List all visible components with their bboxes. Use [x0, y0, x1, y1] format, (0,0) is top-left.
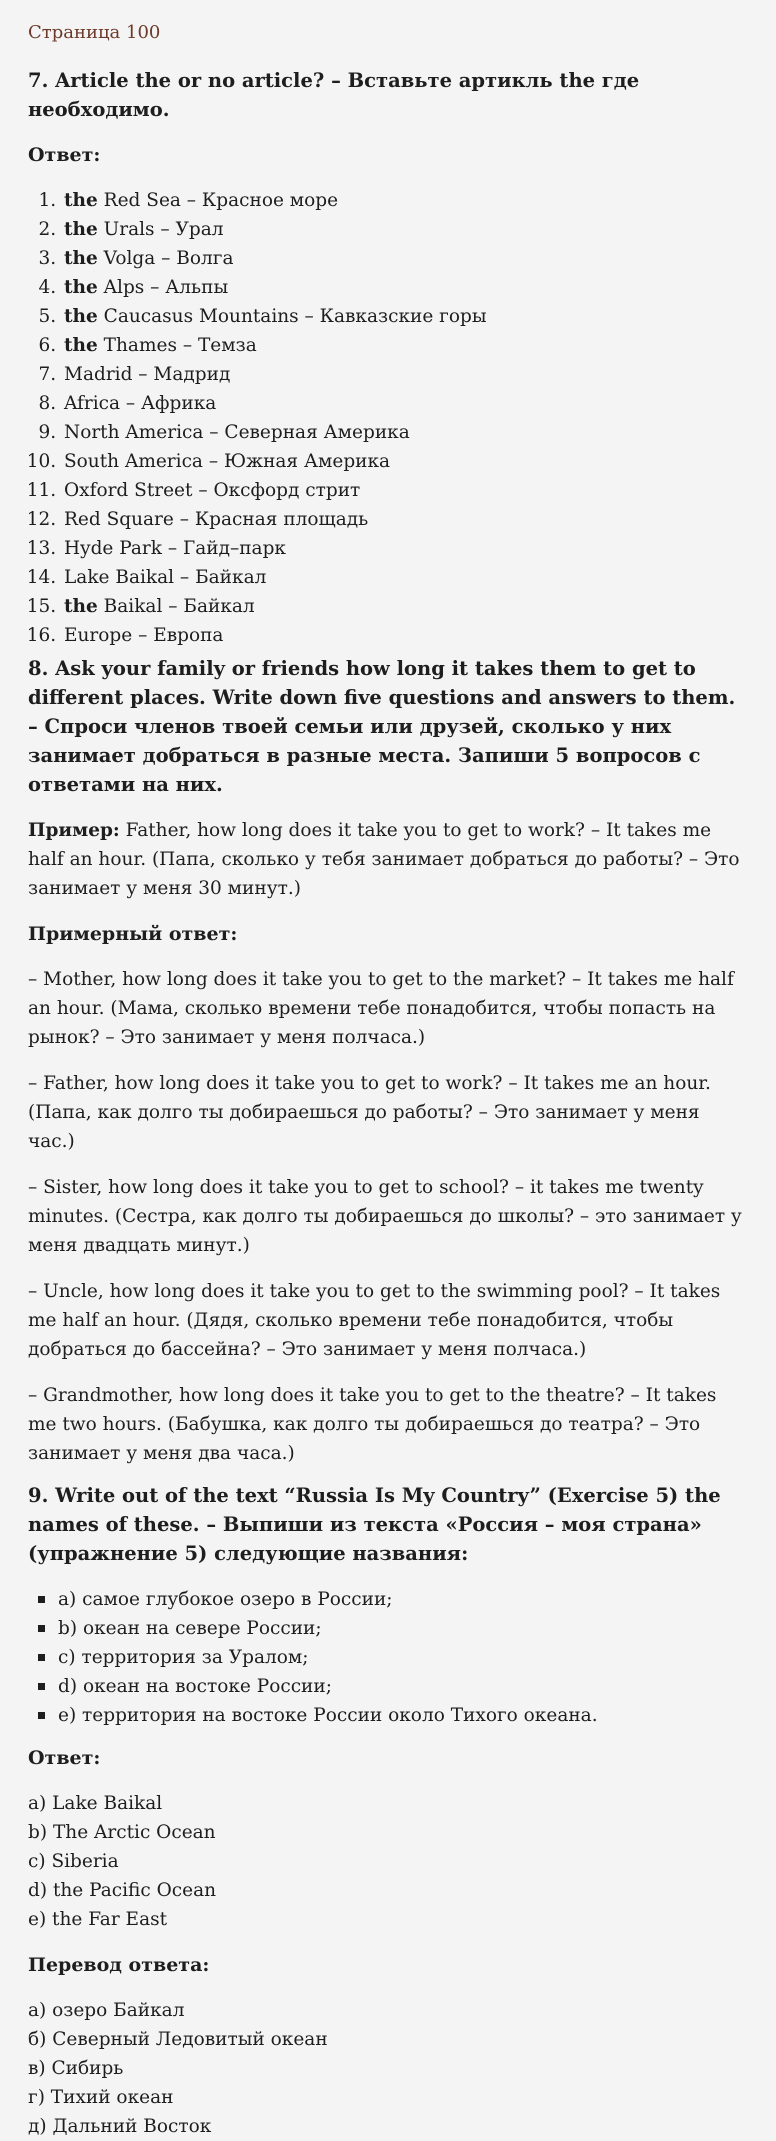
task-7-heading: 7. Article the or no article? – Вставьте артикль the где необходимо. [28, 69, 640, 121]
answer-text: Red Square – Красная площадь [64, 509, 369, 530]
task-7-answer-label: Ответ: [28, 144, 101, 166]
answer-list-item [62, 331, 748, 360]
answer-line: e) the Far East [28, 1909, 168, 1930]
answer-text: Baikal – Байкал [103, 596, 255, 617]
answer-list-item [62, 418, 748, 447]
square-bullet-icon [38, 1712, 45, 1719]
square-bullet-icon [38, 1654, 45, 1661]
task-text: e) территория на востоке России около Тихого океана. [58, 1705, 598, 1726]
task-9-answer-label: Ответ: [28, 1747, 101, 1769]
answer-list-item [62, 186, 748, 215]
answer-text: North America – Северная Америка [64, 422, 410, 443]
task-list-item [58, 1672, 748, 1701]
answer-text: Lake Baikal – Байкал [64, 567, 267, 588]
task-list-item [58, 1614, 748, 1643]
answer-text: Oxford Street – Оксфорд стрит [64, 480, 361, 501]
translation-line: б) Северный Ледовитый океан [28, 2029, 328, 2050]
article-word: the [64, 596, 98, 617]
translation-line: а) озеро Байкал [28, 2000, 185, 2021]
answer-list-item [62, 389, 748, 418]
answer-list-item [62, 534, 748, 563]
answer-text: South America – Южная Америка [64, 451, 391, 472]
answer-list-item [62, 273, 748, 302]
article-word: the [64, 190, 98, 211]
task-9-translation-lines [28, 1996, 748, 2141]
translation-line: д) Дальний Восток [28, 2116, 212, 2137]
answer-text: Alps – Альпы [103, 277, 229, 298]
answer-list-item [62, 244, 748, 273]
task-8-answer: – Sister, how long does it take you to get to school? – it takes me twenty minutes. (Сестра, как долго ты добираешься до школы? – это занимает у меня двадцать минут.) [28, 1177, 742, 1256]
square-bullet-icon [38, 1596, 45, 1603]
task-8-example-text: Father, how long does it take you to get to work? – It takes me half an hour. (Папа, сколько у тебя занимает добраться до работы? – Это занимает у меня 30 минут.) [28, 820, 740, 899]
translation-line: в) Сибирь [28, 2058, 124, 2079]
task-text: a) самое глубокое озеро в России; [58, 1589, 393, 1610]
translation-line: г) Тихий океан [28, 2087, 174, 2108]
task-8-answer: – Uncle, how long does it take you to get to the swimming pool? – It takes me half an hour. (Дядя, сколько времени тебе понадобится, чтобы добраться до бассейна? – Это занимает у меня полчаса.) [28, 1281, 721, 1360]
answer-line: c) Siberia [28, 1851, 119, 1872]
answer-list-item [62, 621, 748, 650]
article-word: the [64, 277, 98, 298]
answer-text: Caucasus Mountains – Кавказские горы [103, 306, 487, 327]
task-7-answer-list [28, 186, 748, 650]
task-8-answer: – Grandmother, how long does it take you to get to the theatre? – It takes me two hours. (Бабушка, как долго ты добираешься до театра? – Это занимает у меня два часа.) [28, 1385, 717, 1464]
task-8-heading: 8. Ask your family or friends how long it takes them to get to different places. Write down five questions and answers to them. – Спроси членов твоей семьи или друзей, сколько у них занимает добраться в разные места. Запиши 5 вопросов с ответами на них. [28, 657, 736, 796]
task-text: b) океан на севере России; [58, 1618, 322, 1639]
answer-list-item [62, 592, 748, 621]
answer-list-item [62, 476, 748, 505]
task-8-example [28, 816, 748, 903]
task-9-translation-label: Перевод ответа: [28, 1954, 210, 1976]
square-bullet-icon [38, 1625, 45, 1632]
answer-text: Madrid – Мадрид [64, 364, 231, 385]
task-9-task-list [28, 1585, 748, 1730]
answer-list-item [62, 302, 748, 331]
task-list-item [58, 1701, 748, 1730]
task-8-answer-label: Примерный ответ: [28, 923, 238, 945]
task-text: d) океан на востоке России; [58, 1676, 332, 1697]
task-text: c) территория за Уралом; [58, 1647, 309, 1668]
task-8-answer: – Father, how long does it take you to get to work? – It takes me an hour. (Папа, как долго ты добираешься до работы? – Это занимает у меня час.) [28, 1073, 711, 1152]
article-word: the [64, 306, 98, 327]
task-8-answer: – Mother, how long does it take you to get to the market? – It takes me half an hour. (Мама, сколько времени тебе понадобится, чтобы попасть на рынок? – Это занимает у меня полчаса.) [28, 969, 734, 1048]
answer-text: Thames – Темза [103, 335, 257, 356]
task-8-example-label: Пример: [28, 820, 120, 841]
answer-text: Hyde Park – Гайд–парк [64, 538, 286, 559]
article-word: the [64, 248, 98, 269]
answer-list-item [62, 447, 748, 476]
answer-list-item [62, 563, 748, 592]
answer-text: Red Sea – Красное море [103, 190, 339, 211]
article-word: the [64, 335, 98, 356]
answer-list-item [62, 215, 748, 244]
answer-line: b) The Arctic Ocean [28, 1822, 216, 1843]
task-list-item [58, 1643, 748, 1672]
task-list-item [58, 1585, 748, 1614]
square-bullet-icon [38, 1683, 45, 1690]
page-number-label: Страница 100 [28, 22, 161, 43]
answer-text: Africa – Африка [64, 393, 217, 414]
answer-line: d) the Pacific Ocean [28, 1880, 217, 1901]
article-word: the [64, 219, 98, 240]
task-9-heading: 9. Write out of the text “Russia Is My Country” (Exercise 5) the names of these. – Выпиши из текста «Россия – моя страна» (упражнение 5) следующие названия: [28, 1484, 721, 1565]
answer-text: Urals – Урал [103, 219, 224, 240]
answer-list-item [62, 505, 748, 534]
task-9-answer-lines [28, 1789, 748, 1934]
answer-list-item [62, 360, 748, 389]
answer-text: Europe – Европа [64, 625, 224, 646]
answer-text: Volga – Волга [103, 248, 234, 269]
answer-line: a) Lake Baikal [28, 1793, 163, 1814]
